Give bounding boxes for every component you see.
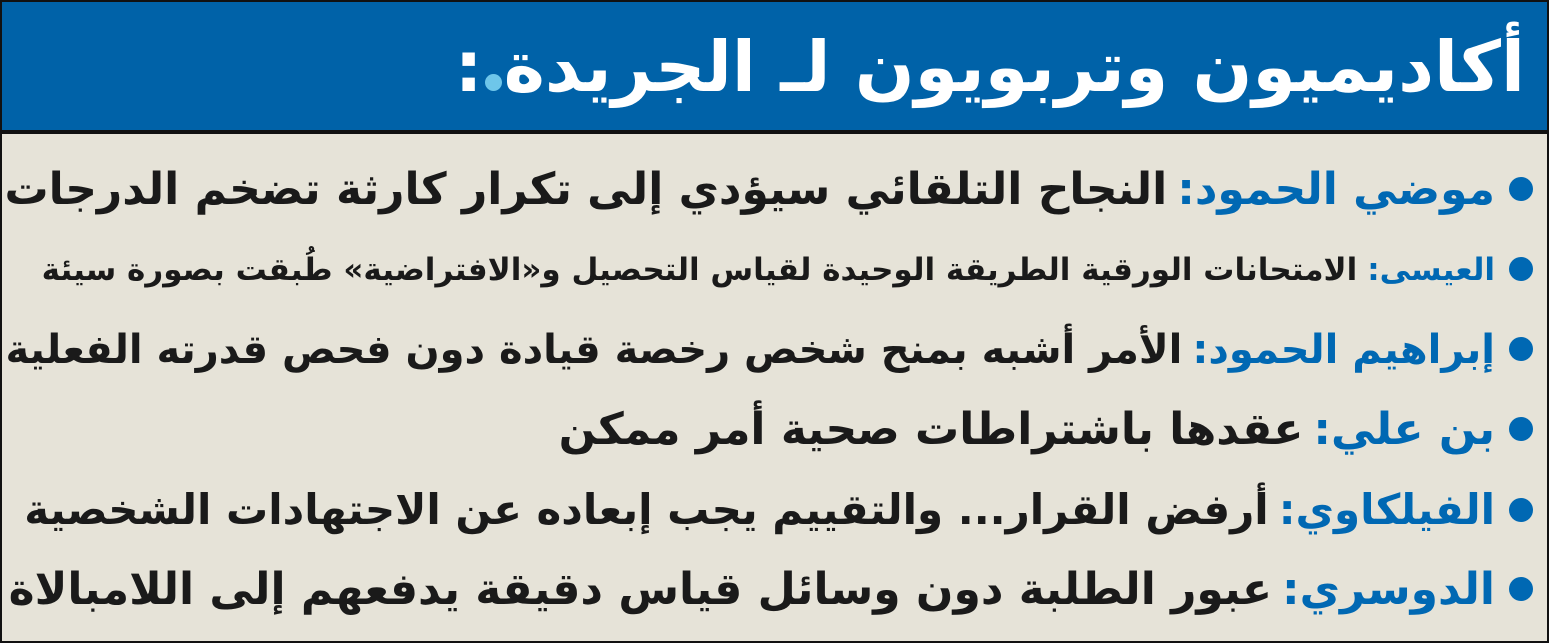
list-item	[2, 310, 1547, 390]
headline-text: أكاديميون وتربويون لـ الجريدة	[503, 26, 1525, 108]
speaker-name: إبراهيم الحمود	[1208, 327, 1495, 373]
quote-text: النجاح التلقائي سيؤدي إلى تكرار كارثة تضخم الدرجات	[4, 164, 1168, 215]
speaker-colon: :	[1177, 164, 1195, 215]
list-item	[2, 550, 1547, 630]
list-item	[2, 150, 1547, 230]
list-item	[2, 230, 1547, 310]
quote-text: الامتحانات الورقية الطريقة الوحيدة لقياس التحصيل و«الافتراضية» طُبقت بصورة سيئة	[41, 252, 1358, 288]
speaker-colon: :	[1282, 564, 1300, 615]
list-item	[2, 470, 1547, 550]
speaker-name: الفيلكاوي	[1295, 485, 1495, 534]
bullet-icon	[1509, 177, 1533, 201]
speaker-name: العيسى	[1379, 252, 1495, 288]
speaker-colon: :	[1313, 404, 1332, 455]
quote-text: عقدها باشتراطات صحية أمر ممكن	[558, 404, 1304, 455]
speaker-name: بن علي	[1331, 404, 1495, 455]
list-item	[2, 390, 1547, 470]
quote-text: أرفض القرار... والتقييم يجب إبعاده عن الاجتهادات الشخصية	[24, 485, 1269, 534]
headline	[455, 12, 1525, 122]
bullet-icon	[1509, 577, 1533, 601]
headline-colon: :	[454, 26, 483, 108]
speaker-colon: :	[1192, 327, 1209, 373]
quote-text: الأمر أشبه بمنح شخص رخصة قيادة دون فحص قدرته الفعلية	[5, 327, 1183, 373]
header-banner	[2, 2, 1547, 134]
bullet-icon	[1509, 257, 1533, 281]
bullet-icon	[1509, 417, 1533, 441]
bullet-icon	[1509, 498, 1533, 522]
speaker-name: الدوسري	[1299, 564, 1495, 615]
quote-list	[2, 150, 1547, 630]
speaker-name: موضي الحمود	[1194, 164, 1495, 215]
headline-dot-icon	[485, 74, 502, 91]
speaker-colon: :	[1367, 252, 1380, 288]
quote-text: عبور الطلبة دون وسائل قياس دقيقة يدفعهم إلى اللامبالاة	[8, 564, 1273, 615]
speaker-colon: :	[1278, 485, 1296, 534]
bullet-icon	[1509, 337, 1533, 361]
